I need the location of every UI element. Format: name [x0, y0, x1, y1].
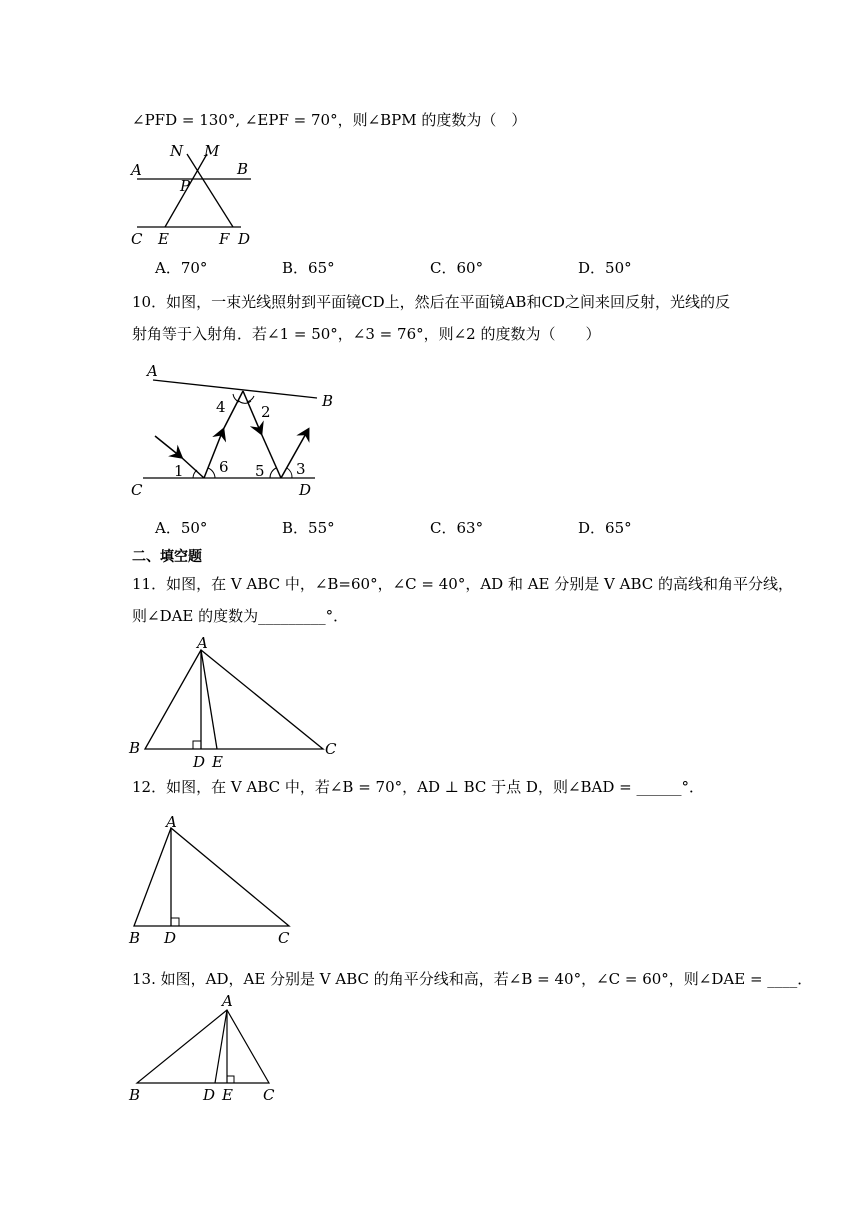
q9-label-F: F [219, 230, 230, 248]
q13-line1: 13. 如图，AD，AE 分别是 V ABC 的角平分线和高，若∠B = 40°，∠C = 60°，则∠DAE = ____． [132, 970, 813, 988]
q11-label-D: D [193, 753, 206, 771]
q11-figure [125, 634, 350, 774]
q9-label-N: N [170, 142, 184, 160]
q10-label-1: 1 [174, 462, 184, 480]
q9-stem: ∠PFD = 130°, ∠EPF = 70°，则∠BPM 的度数为（ ） [132, 111, 527, 129]
q12-label-D: D [164, 929, 177, 947]
q10-option-d: D．65° [578, 519, 632, 537]
q10-figure [125, 360, 345, 500]
q9-label-C: C [131, 230, 143, 248]
q10-label-D: D [299, 481, 312, 499]
q12-line1: 12．如图，在 V ABC 中，若∠B = 70°，AD ⊥ BC 于点 D，则∠BAD = ______°． [132, 778, 705, 796]
q11-label-E: E [212, 753, 223, 771]
q10-label-6: 6 [219, 458, 229, 476]
q9-label-B: B [237, 160, 249, 178]
q10-label-5: 5 [255, 462, 265, 480]
q11-label-C: C [325, 740, 337, 758]
q9-label-D: D [238, 230, 251, 248]
q10-option-a: A．50° [155, 519, 208, 537]
q10-label-3: 3 [296, 460, 306, 478]
q9-figure [125, 138, 265, 248]
q11-line2: 则∠DAE 的度数为_________°． [132, 607, 349, 625]
q12-figure [125, 810, 305, 950]
q11-label-B: B [129, 739, 141, 757]
q9-label-P: P [180, 177, 191, 195]
q9-label-M: M [204, 142, 220, 160]
q9-label-A: A [131, 161, 142, 179]
q13-label-E: E [222, 1086, 233, 1104]
q13-label-C: C [263, 1086, 275, 1104]
q10-label-B: B [322, 392, 334, 410]
q10-label-C: C [131, 481, 143, 499]
q11-line1: 11．如图，在 V ABC 中，∠B=60°，∠C = 40°，AD 和 AE 分别是 V ABC 的高线和角平分线， [132, 575, 794, 593]
q10-option-b: B．55° [282, 519, 335, 537]
q12-label-B: B [129, 929, 141, 947]
q12-label-C: C [278, 929, 290, 947]
q13-label-B: B [129, 1086, 141, 1104]
q11-label-A: A [197, 634, 208, 652]
q13-figure [125, 990, 295, 1110]
q10-label-4: 4 [216, 398, 226, 416]
q9-option-b: B．65° [282, 259, 335, 277]
q9-option-d: D．50° [578, 259, 632, 277]
q9-label-E: E [158, 230, 169, 248]
q12-label-A: A [166, 813, 177, 831]
q10-label-2: 2 [261, 403, 271, 421]
q10-option-c: C．63° [430, 519, 484, 537]
q10-line2: 射角等于入射角．若∠1 = 50°，∠3 = 76°，则∠2 的度数为（ ） [132, 325, 601, 343]
q10-label-A: A [147, 362, 158, 380]
q9-option-a: A．70° [155, 259, 208, 277]
q13-label-A: A [222, 992, 233, 1010]
q10-line1: 10．如图，一束光线照射到平面镜CD上，然后在平面镜AB和CD之间来回反射，光线的反 [132, 293, 730, 311]
q13-label-D: D [203, 1086, 216, 1104]
section-title: 二、填空题 [132, 549, 202, 565]
q9-option-c: C．60° [430, 259, 484, 277]
